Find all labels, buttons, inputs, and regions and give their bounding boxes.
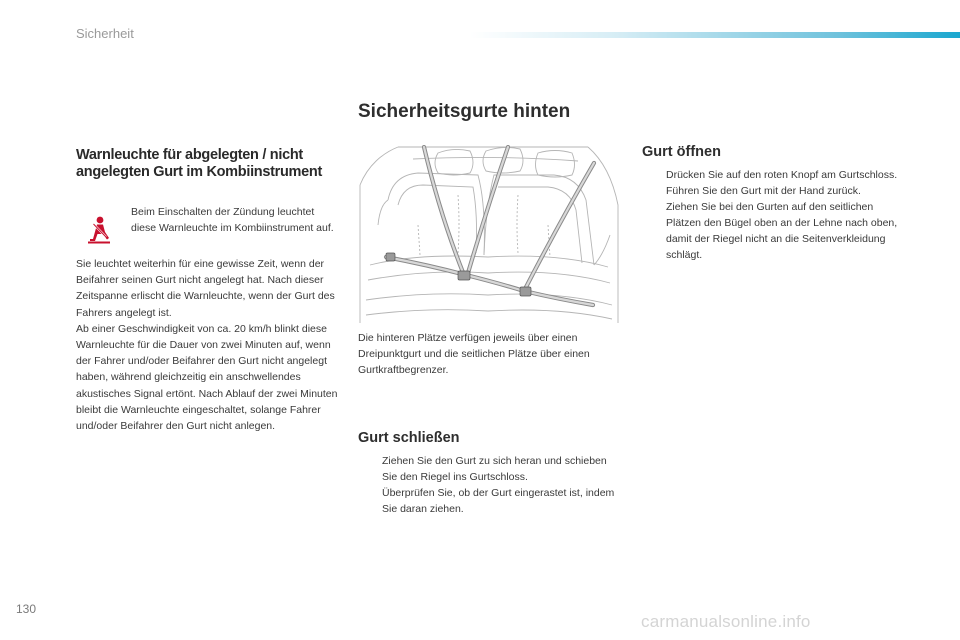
list-item: Ziehen Sie den Gurt zu sich heran und schieben Sie den Riegel ins Gurtschloss.: [382, 455, 607, 483]
warning-light-text: Beim Einschalten der Zündung leuchtet diese Warnleuchte im Kombiinstrument auf.: [131, 206, 334, 234]
list-item: Ziehen Sie bei den Gurten auf den seitlichen Plätzen den Bügel oben an der Lehne nach oben, damit der Riegel nicht an die Seitenverkleidung schlägt.: [666, 201, 898, 261]
page-number: 130: [16, 602, 37, 616]
close-belt-steps: [358, 453, 620, 517]
close-belt-heading: Gurt schließen: [358, 430, 460, 446]
list-item: Überprüfen Sie, ob der Gurt eingerastet ist, indem Sie daran ziehen.: [382, 487, 615, 515]
list-item: Drücken Sie auf den roten Knopf am Gurtschloss.: [666, 169, 898, 181]
body-paragraph: Sie leuchtet weiterhin für eine gewisse Zeit, wenn der Beifahrer seinen Gurt nicht angelegt hat. Nach dieser Zeitspanne erlischt die Warnleuchte, wenn der Gurt des Fahrers angelegt ist.: [76, 258, 335, 319]
watermark: carmanualsonline.info: [641, 612, 811, 631]
illustration-caption: Die hinteren Plätze verfügen jeweils über einen Dreipunktgurt und die seitlichen Plätze über einen Gurtkraftbegrenzer.: [358, 332, 590, 376]
list-item: Führen Sie den Gurt mit der Hand zurück.: [666, 185, 861, 197]
open-belt-heading: Gurt öffnen: [642, 144, 721, 160]
seatbelt-warning-icon: [84, 215, 114, 245]
open-belt-steps: [642, 167, 907, 263]
rear-seatbelts-illustration: [358, 145, 620, 323]
header-accent-bar: [470, 32, 960, 38]
page-title: Sicherheitsgurte hinten: [358, 101, 571, 122]
body-paragraph: Ab einer Geschwindigkeit von ca. 20 km/h blinkt diese Warnleuchte für die Dauer von zwei Minuten auf, wenn der Fahrer und/oder Beifahrer den Gurt nicht angelegt haben, während gleichzeitig ein anschwellendes akustisches Signal ertönt. Nach Ablauf der zwei Minuten bleibt die Warnleuchte eingeschaltet, solange Fahrer und/oder Beifahrer den Gurt nicht anlegen.: [76, 322, 338, 433]
section-label: Sicherheit: [76, 26, 134, 41]
warning-light-heading: Warnleuchte für abgelegten / nicht angelegten Gurt im Kombiinstrument: [76, 147, 322, 180]
warning-light-body: [76, 256, 338, 434]
